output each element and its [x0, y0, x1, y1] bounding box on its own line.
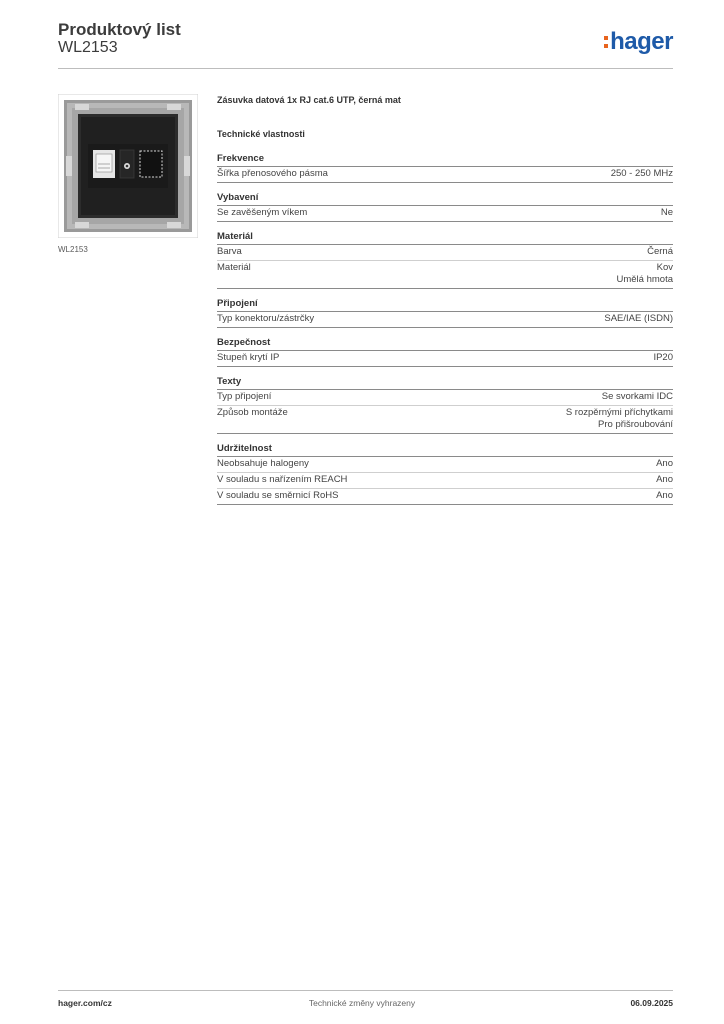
image-caption: WL2153 [58, 245, 88, 254]
footer-divider [58, 990, 673, 991]
section-title: Udržitelnost [217, 443, 673, 457]
header-divider [58, 68, 673, 69]
property-row [217, 390, 673, 406]
property-values [647, 246, 673, 258]
property-label: Materiál [217, 262, 251, 273]
property-label: Barva [217, 246, 242, 257]
footer-date: 06.09.2025 [630, 998, 673, 1008]
property-value: S rozpěrnými příchytkami [565, 407, 673, 418]
property-label: Způsob montáže [217, 407, 288, 418]
product-name: Zásuvka datová 1x RJ cat.6 UTP, černá mat [217, 95, 401, 105]
property-value: 250 - 250 MHz [610, 168, 673, 179]
property-values [653, 352, 673, 364]
property-values [656, 474, 673, 486]
property-label: Typ připojení [217, 391, 272, 402]
property-values [617, 262, 674, 286]
property-value: Černá [647, 246, 673, 257]
property-row [217, 473, 673, 489]
property-values [602, 391, 673, 403]
property-values [566, 407, 673, 431]
property-row [217, 457, 673, 473]
property-label: V souladu se směrnicí RoHS [217, 490, 339, 501]
property-value: Ano [656, 490, 673, 501]
property-label: Stupeň krytí IP [217, 352, 280, 363]
property-label: Typ konektoru/zástrčky [217, 313, 315, 324]
property-value: Umělá hmota [616, 274, 673, 285]
property-section [217, 443, 673, 505]
property-section [217, 153, 673, 183]
property-row [217, 245, 673, 261]
property-values [656, 490, 673, 502]
section-title: Vybavení [217, 192, 673, 206]
property-label: Šířka přenosového pásma [217, 168, 328, 179]
footer-website: hager.com/cz [58, 998, 112, 1008]
section-title: Materiál [217, 231, 673, 245]
property-section [217, 298, 673, 328]
property-value: Ano [656, 474, 673, 485]
page-title: Produktový list [58, 20, 181, 39]
section-title: Připojení [217, 298, 673, 312]
property-sections [217, 153, 673, 505]
property-label: Se zavěšeným víkem [217, 207, 308, 218]
property-value: Ano [656, 458, 673, 469]
property-value: Pro přišroubování [598, 419, 673, 430]
data-socket-photo-icon [58, 94, 198, 238]
property-values [604, 313, 673, 325]
footer-disclaimer: Technické změny vyhrazeny [308, 998, 416, 1008]
property-row [217, 206, 673, 222]
property-row [217, 261, 673, 289]
property-section [217, 231, 673, 289]
property-section [217, 376, 673, 434]
property-value: IP20 [653, 352, 673, 363]
logo-text: hager [610, 28, 673, 55]
property-values [611, 168, 673, 180]
property-row [217, 312, 673, 328]
property-row [217, 351, 673, 367]
property-section [217, 337, 673, 367]
property-value: Kov [656, 262, 673, 273]
property-label: Neobsahuje halogeny [217, 458, 309, 469]
property-values [656, 458, 673, 470]
technical-properties-heading: Technické vlastnosti [217, 129, 305, 139]
property-row [217, 406, 673, 434]
logo-dots-icon [604, 34, 608, 50]
property-label: V souladu s nařízením REACH [217, 474, 348, 485]
property-row [217, 489, 673, 505]
hager-logo [604, 28, 673, 56]
section-title: Frekvence [217, 153, 673, 167]
property-values [661, 207, 673, 219]
property-value: SAE/IAE (ISDN) [604, 313, 673, 324]
section-title: Texty [217, 376, 673, 390]
section-title: Bezpečnost [217, 337, 673, 351]
property-row [217, 167, 673, 183]
property-value: Ne [660, 207, 673, 218]
product-code: WL2153 [58, 39, 118, 56]
product-details [217, 95, 673, 514]
property-section [217, 192, 673, 222]
property-value: Se svorkami IDC [601, 391, 673, 402]
